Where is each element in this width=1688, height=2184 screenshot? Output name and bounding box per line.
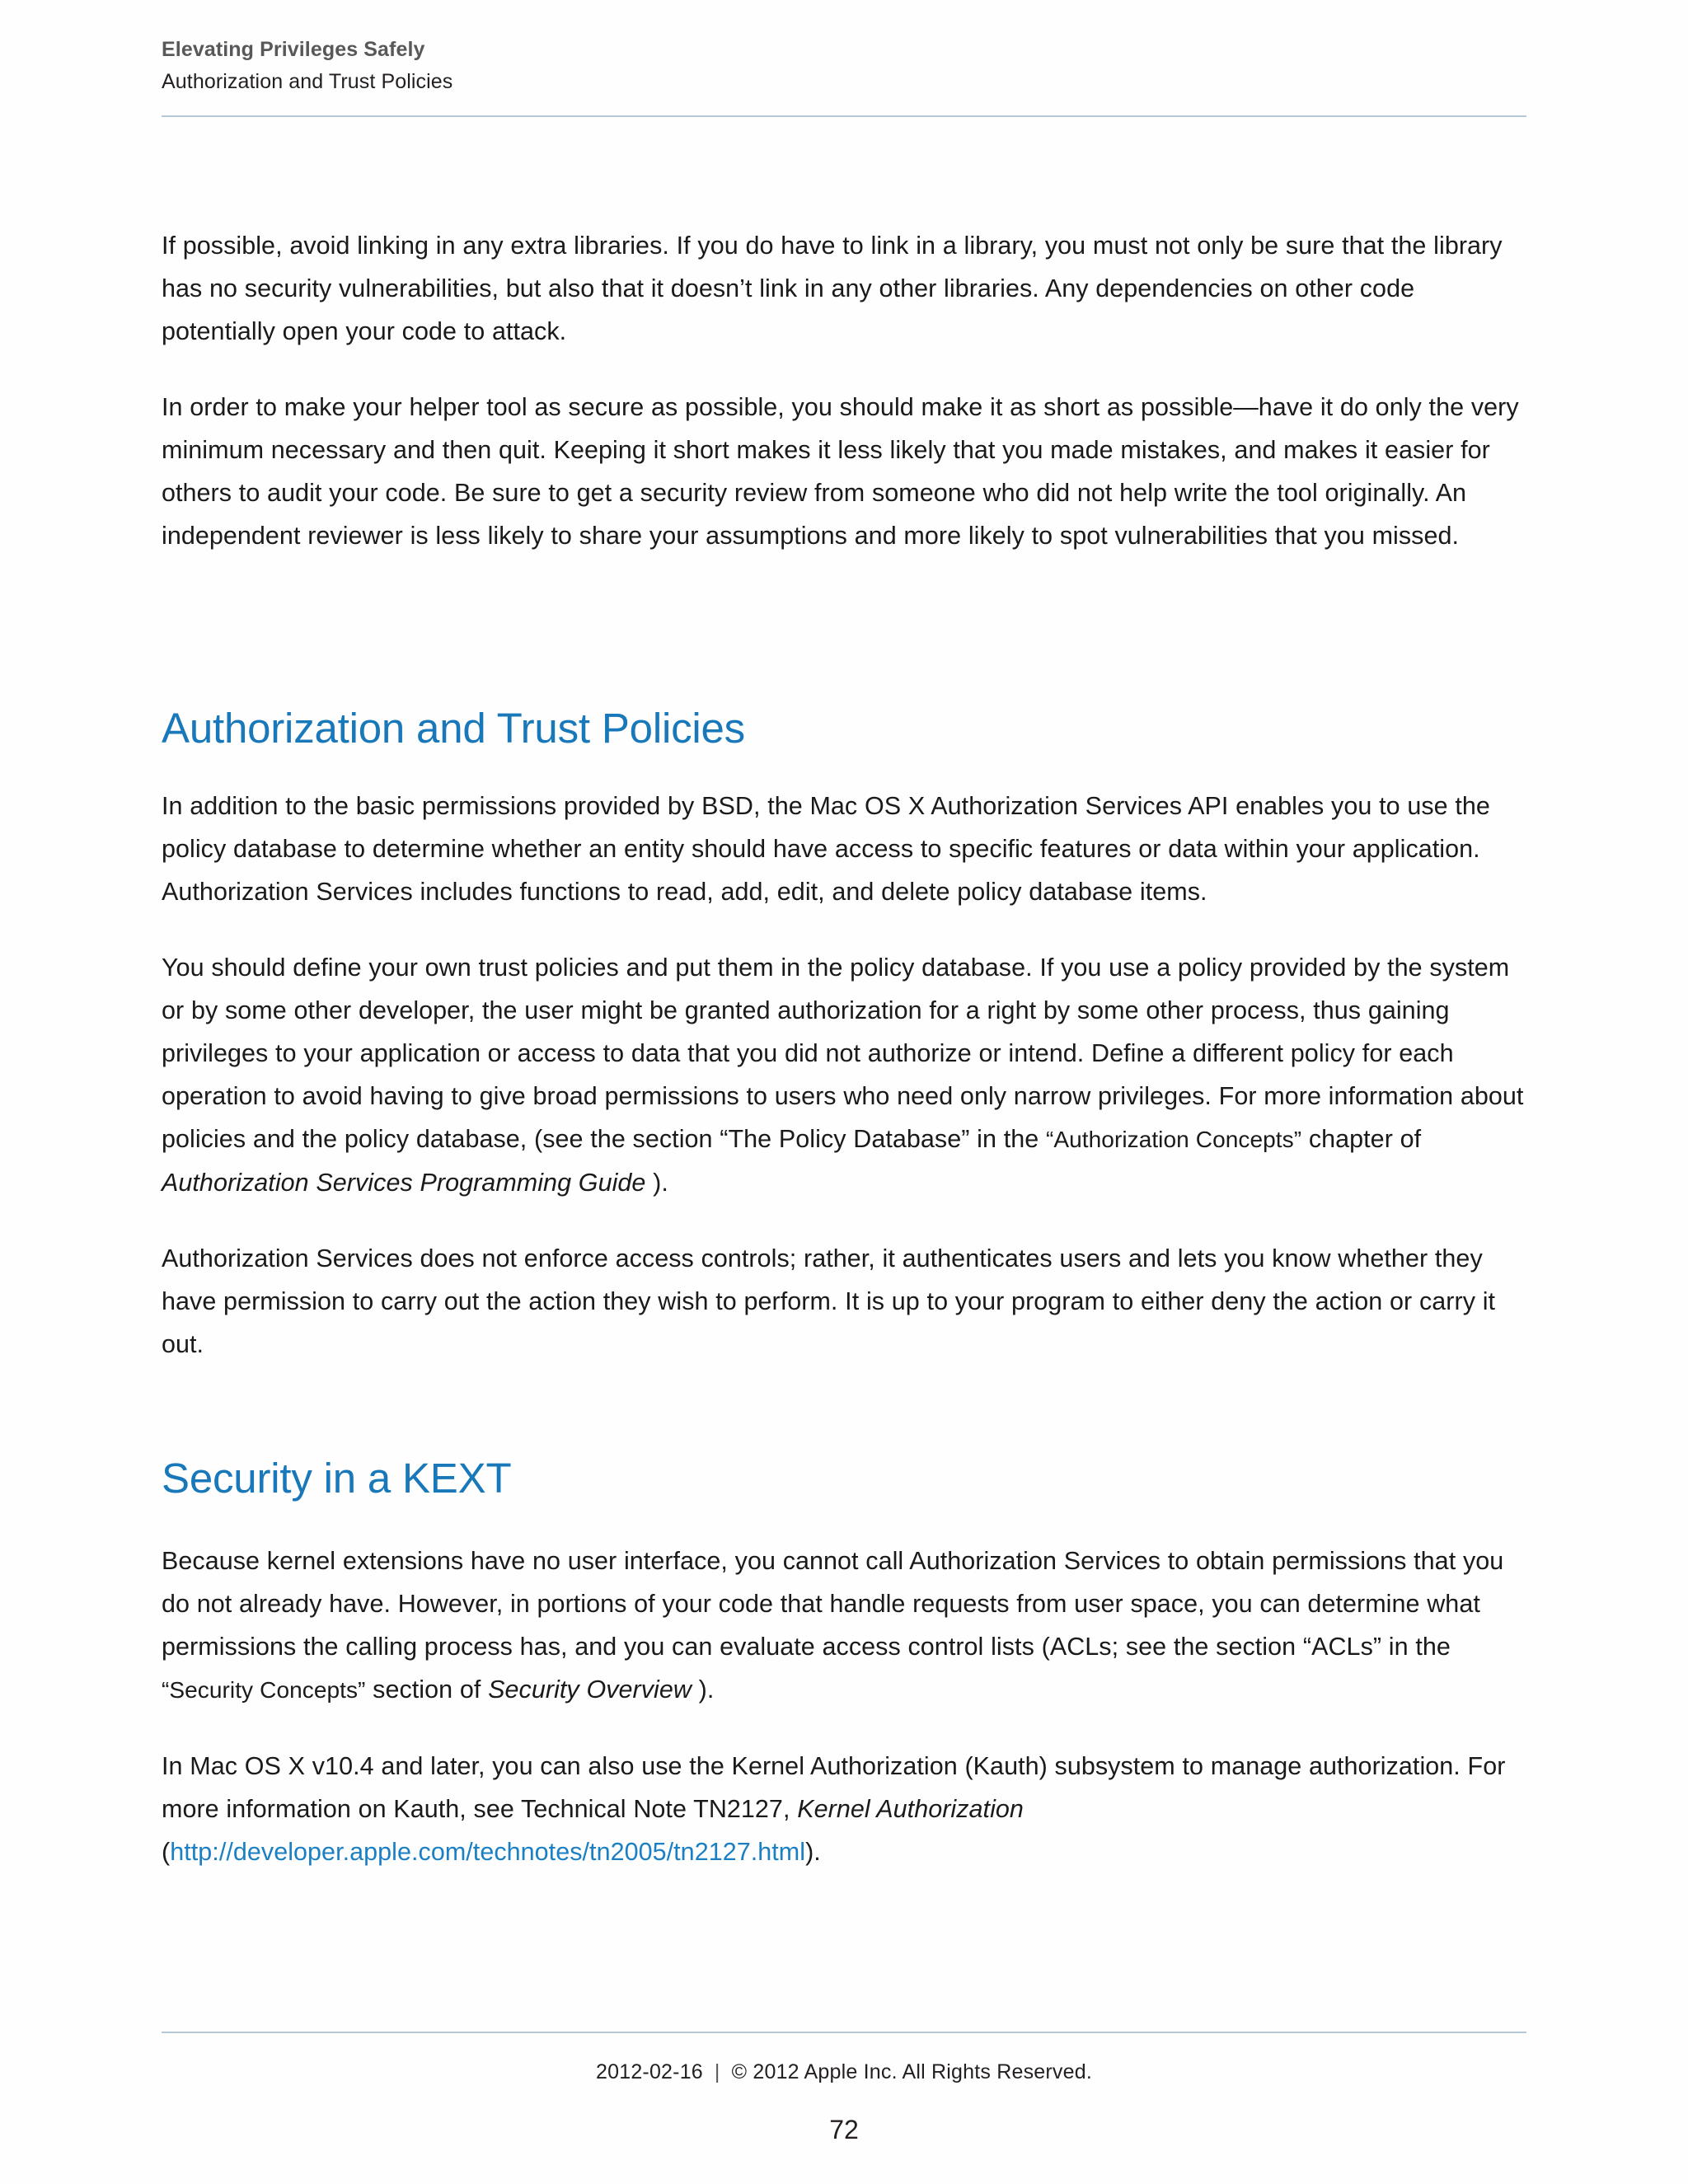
intro-body [162,224,1526,557]
paragraph-intro-1: If possible, avoid linking in any extra libraries. If you do have to link in a library, you must not only be sure that the library has no security vulnerabilities, but also that it doesn’t link in any other libraries. Any dependencies on other code potentially open your code to attack. [162,232,1503,345]
footer-copyright: © 2012 Apple Inc. All Rights Reserved. [731,2060,1092,2083]
running-head [162,36,1526,95]
paragraph-kext-1-text-a: Because kernel extensions have no user interface, you cannot call Authorization Services to obtain permissions that you do not already have. However, in portions of your code that handle requests from user space, you can determine what permissions the calling process has, and you can evaluate access control lists (ACLs; see the section “ACLs” in the [162,1547,1504,1661]
technote-url-link[interactable]: http://developer.apple.com/technotes/tn2005/tn2127.html [170,1838,806,1866]
paragraph-auth-2-text-a: You should define your own trust policies and put them in the policy database. If you use a policy provided by the system or by some other developer, the user might be granted authorization for a right by some other process, thus gaining privileges to your application or access to data that you did not authorize or intend. Define a different policy for each operation to avoid having to give broad permissions to users who need only narrow privileges. For more information about policies and the policy database, (see the section “The Policy Database” in the [162,954,1524,1153]
footer-divider [162,2032,1526,2033]
paragraph-kext-1 [162,1540,1526,1712]
paragraph-auth-2-book-title: Authorization Services Programming Guide [162,1169,646,1197]
section-kext-body [162,1540,1526,1873]
section-heading-authorization-and-trust-policies: Authorization and Trust Policies [162,705,745,752]
paragraph-kext-1-text-b: section of [365,1675,489,1704]
paragraph-auth-2-text-b: chapter of [1301,1125,1422,1153]
section-authorization-body [162,785,1526,1366]
section-heading-security-in-a-kext: Security in a KEXT [162,1455,512,1502]
paragraph-auth-3: Authorization Services does not enforce access controls; rather, it authenticates users and lets you know whether they have permission to carry out the action they wish to perform. It is up to your program to either deny the action or carry it out. [162,1244,1496,1358]
paragraph-auth-2-text-c: ). [645,1169,668,1197]
running-head-chapter: Elevating Privileges Safely [162,38,425,61]
paragraph-kext-2 [162,1745,1526,1873]
paragraph-intro-2: In order to make your helper tool as secure as possible, you should make it as short as possible—have it do only the very minimum necessary and then quit. Keeping it short makes it less likely that you made mistakes, and makes it easier for others to audit your code. Be sure to get a security review from someone who did not help write the tool originally. An independent reviewer is less likely to share your assumptions and more likely to spot vulnerabilities that you missed. [162,393,1519,550]
page-number: 72 [829,2115,859,2144]
header-divider [162,115,1526,117]
running-head-section: Authorization and Trust Policies [162,69,453,93]
paragraph-kext-2-text-a: In Mac OS X v10.4 and later, you can also use the Kernel Authorization (Kauth) subsystem to manage authorization. For more information on Kauth, see Technical Note TN2127, [162,1752,1506,1823]
section-authorization-heading-wrap [162,705,1526,753]
footer-date: 2012-02-16 [596,2060,703,2083]
paragraph-kext-1-book-title: Security Overview [488,1675,692,1704]
footer-separator: | [714,2060,720,2083]
paragraph-auth-1: In addition to the basic permissions provided by BSD, the Mac OS X Authorization Services API enables you to use the policy database to determine whether an entity should have access to specific features or data within your application. Authorization Services includes functions to read, add, edit, and delete policy database items. [162,792,1490,906]
footer [0,2060,1688,2084]
paragraph-kext-2-text-b: ( [162,1838,171,1866]
paragraph-kext-1-section-quote: “Security Concepts” [162,1677,366,1703]
paragraph-auth-2-chapter-quote: “Authorization Concepts” [1046,1127,1302,1152]
paragraph-kext-1-text-c: ). [691,1675,715,1704]
section-kext-heading-wrap [162,1455,1526,1503]
paragraph-auth-2 [162,946,1526,1204]
paragraph-kext-2-text-c: ). [805,1838,821,1866]
paragraph-kext-2-technote-title: Kernel Authorization [797,1795,1024,1823]
